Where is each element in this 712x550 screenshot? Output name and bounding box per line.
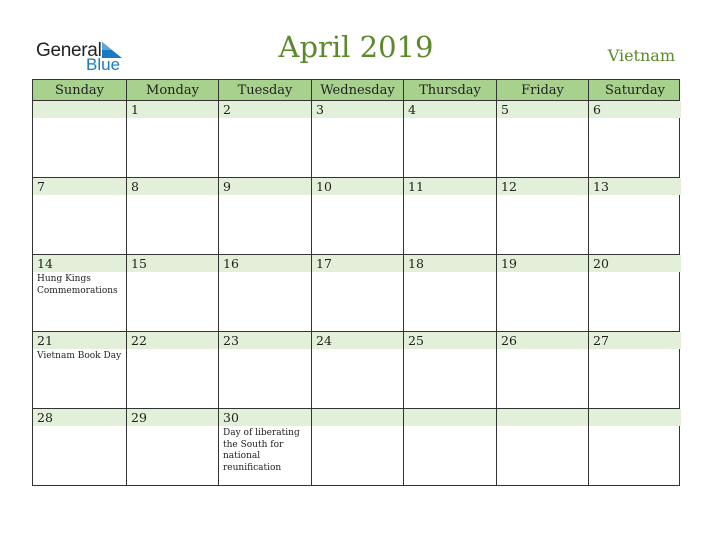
day-cell[interactable] xyxy=(403,101,496,177)
day-cell[interactable] xyxy=(496,332,588,408)
day-cell[interactable] xyxy=(311,332,403,408)
day-number-band xyxy=(497,409,588,426)
day-number: 20 xyxy=(593,256,609,271)
day-cell[interactable] xyxy=(496,101,588,177)
calendar-grid xyxy=(32,79,680,487)
day-number-band xyxy=(33,101,126,118)
day-number-band xyxy=(404,409,496,426)
day-number: 10 xyxy=(316,179,332,194)
week-row xyxy=(32,255,680,332)
day-cell[interactable] xyxy=(311,255,403,331)
day-number: 16 xyxy=(223,256,239,271)
weekday-header-thursday: Thursday xyxy=(403,80,496,100)
weekday-header-saturday: Saturday xyxy=(588,80,681,100)
day-cell[interactable] xyxy=(588,409,681,485)
holiday-label: Vietnam Book Day xyxy=(37,351,122,361)
day-cell[interactable] xyxy=(126,178,218,254)
day-cell[interactable] xyxy=(403,332,496,408)
day-cell[interactable] xyxy=(126,332,218,408)
day-cell[interactable] xyxy=(311,409,403,485)
day-number: 28 xyxy=(37,410,53,425)
weekday-header-monday: Monday xyxy=(126,80,218,100)
day-number: 13 xyxy=(593,179,609,194)
day-number-band xyxy=(33,178,126,195)
day-cell[interactable] xyxy=(403,409,496,485)
day-number: 17 xyxy=(316,256,332,271)
day-cell[interactable] xyxy=(33,101,126,177)
day-cell[interactable] xyxy=(588,101,681,177)
week-row xyxy=(32,101,680,178)
day-number: 19 xyxy=(501,256,517,271)
day-number-band xyxy=(219,178,311,195)
day-number: 18 xyxy=(408,256,424,271)
day-cell[interactable] xyxy=(33,178,126,254)
day-number: 5 xyxy=(501,102,509,117)
day-cell[interactable] xyxy=(126,255,218,331)
day-number: 26 xyxy=(501,333,517,348)
country-label: Vietnam xyxy=(607,46,675,65)
day-number: 15 xyxy=(131,256,147,271)
day-number: 1 xyxy=(131,102,139,117)
day-number-band xyxy=(404,101,496,118)
day-cell[interactable] xyxy=(33,255,126,331)
day-cell[interactable] xyxy=(403,255,496,331)
week-row xyxy=(32,332,680,409)
day-number-band xyxy=(589,101,681,118)
day-number: 6 xyxy=(593,102,601,117)
day-number-band xyxy=(219,101,311,118)
day-number: 3 xyxy=(316,102,324,117)
day-number-band xyxy=(497,101,588,118)
day-cell[interactable] xyxy=(311,101,403,177)
day-cell[interactable] xyxy=(403,178,496,254)
day-cell[interactable] xyxy=(33,332,126,408)
day-number: 27 xyxy=(593,333,609,348)
day-cell[interactable] xyxy=(496,178,588,254)
day-number: 2 xyxy=(223,102,231,117)
day-number: 7 xyxy=(37,179,45,194)
day-number: 4 xyxy=(408,102,416,117)
day-number: 12 xyxy=(501,179,517,194)
weekday-header-friday: Friday xyxy=(496,80,588,100)
day-cell[interactable] xyxy=(588,255,681,331)
day-cell[interactable] xyxy=(218,101,311,177)
day-number: 11 xyxy=(408,179,424,194)
day-cell[interactable] xyxy=(496,255,588,331)
day-cell[interactable] xyxy=(126,409,218,485)
weekday-header-sunday: Sunday xyxy=(54,83,105,98)
weekday-header-row xyxy=(32,79,680,101)
day-cell[interactable] xyxy=(218,332,311,408)
day-number: 22 xyxy=(131,333,147,348)
day-number: 25 xyxy=(408,333,424,348)
day-cell[interactable] xyxy=(496,409,588,485)
logo-text-general: General xyxy=(36,40,102,61)
holiday-label: Hung Kings Commemorations xyxy=(37,274,118,296)
day-number: 29 xyxy=(131,410,147,425)
weekday-header-tuesday: Tuesday xyxy=(218,80,311,100)
day-number-band xyxy=(312,409,403,426)
page-title: April 2019 xyxy=(278,30,434,64)
day-number: 24 xyxy=(316,333,332,348)
day-number: 9 xyxy=(223,179,231,194)
weekday-header-wednesday: Wednesday xyxy=(311,80,403,100)
logo-text-blue: Blue xyxy=(86,55,121,74)
day-number: 21 xyxy=(37,333,53,348)
week-row xyxy=(32,178,680,255)
day-number: 23 xyxy=(223,333,239,348)
day-cell[interactable] xyxy=(126,101,218,177)
day-cell[interactable] xyxy=(311,178,403,254)
day-number: 14 xyxy=(37,256,53,271)
day-number-band xyxy=(589,409,681,426)
day-number-band xyxy=(127,178,218,195)
day-number: 8 xyxy=(131,179,139,194)
day-cell[interactable] xyxy=(588,178,681,254)
day-cell[interactable] xyxy=(588,332,681,408)
day-cell[interactable] xyxy=(33,409,126,485)
day-number-band xyxy=(312,101,403,118)
day-number: 30 xyxy=(223,410,239,425)
holiday-label: Day of liberating the South for national reunification xyxy=(223,428,300,473)
day-number-band xyxy=(127,101,218,118)
day-cell[interactable] xyxy=(218,255,311,331)
week-row xyxy=(32,409,680,486)
day-cell[interactable] xyxy=(218,178,311,254)
day-cell[interactable] xyxy=(218,409,311,485)
